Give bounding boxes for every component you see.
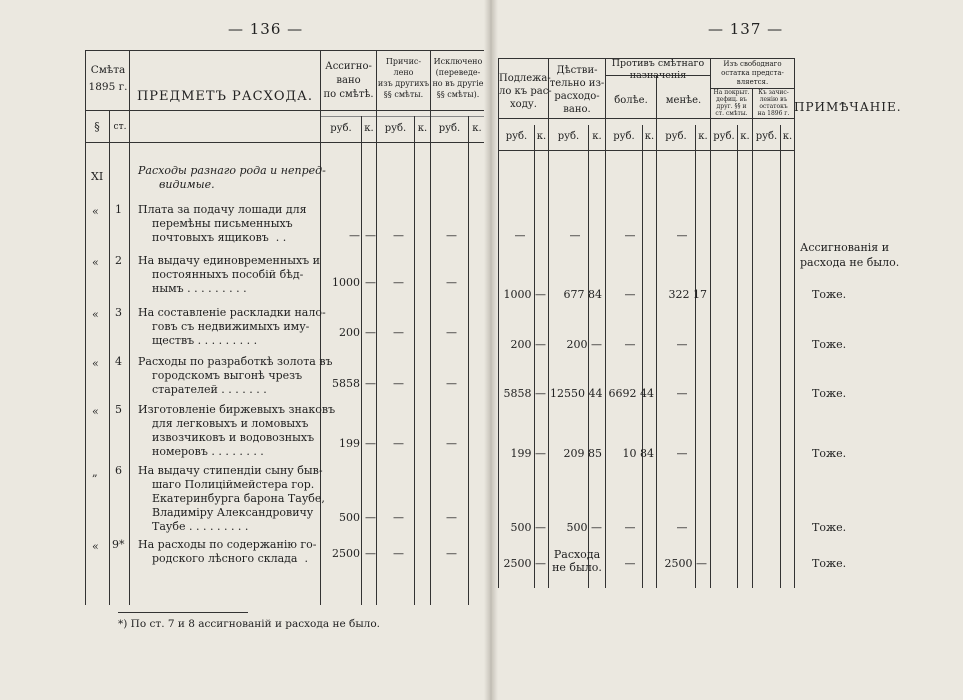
row-text: На расходы по содержанію го- родского лѣсного склада .	[138, 538, 317, 565]
more-value: —	[624, 338, 636, 351]
assigned-value: 200	[339, 326, 360, 339]
header-rub: руб.	[384, 123, 407, 134]
row-st: 4	[115, 355, 122, 368]
less-value: 322 17	[668, 288, 707, 301]
more-value: 6692 44	[608, 387, 654, 400]
row-mark: «	[92, 308, 99, 321]
note-text: Тоже.	[812, 521, 847, 534]
header-kop: к.	[644, 131, 655, 142]
header-kop: к.	[740, 131, 750, 142]
header-rub: руб.	[713, 131, 735, 142]
assigned-value: —	[349, 229, 360, 242]
row-text: На составленіе раскладки нало- говъ съ недвижимыхъ иму- ществъ . . . . . . . . .	[138, 306, 326, 347]
less-value: —	[676, 338, 688, 351]
less-value: —	[676, 387, 688, 400]
assigned-value: 2500	[332, 547, 360, 560]
note-text: Тоже.	[812, 338, 847, 351]
row-mark: «	[92, 357, 99, 370]
due-value: —	[514, 229, 526, 242]
assigned-value: 1000	[332, 276, 360, 289]
actual-value: Расхода не было.	[552, 548, 602, 574]
assigned-value: 500	[339, 511, 360, 524]
header-st: ст.	[113, 122, 127, 132]
header-rub: руб.	[613, 131, 635, 142]
more-value: —	[624, 557, 636, 570]
header-kop: к.	[417, 123, 428, 134]
header-free: Изъ свободнаго остатка предста- вляется.	[721, 60, 784, 86]
assigned-value: 199	[339, 437, 360, 450]
note-text: Ассигнованія и расхода не было.	[800, 241, 900, 269]
row-st: 6	[115, 464, 122, 477]
row-text: На выдачу стипендіи сыну быв- шаго Полиціймейстера гор. Екатеринбурга барона Таубе, Владиміру Александровичу Таубе . . . . . . . . .	[138, 464, 325, 533]
header-rub: руб.	[755, 131, 778, 142]
page-number-left: — 136 —	[228, 20, 304, 38]
footnote: *) По ст. 7 и 8 ассигнованій и расхода не было.	[118, 618, 381, 630]
header-actual: Дѣстви- тельно из- расходо- вано.	[549, 65, 605, 115]
due-value: 500 —	[510, 521, 546, 534]
header-rub: руб.	[665, 131, 687, 142]
header-subject: ПРЕДМЕТЪ РАСХОДА.	[136, 89, 314, 104]
row-st: 5	[115, 403, 122, 416]
row-st: 9*	[112, 538, 125, 551]
actual-value: 677 84	[563, 288, 602, 301]
header-kop: к.	[592, 131, 602, 142]
row-mark: «	[92, 256, 99, 269]
header-less: менѣе.	[665, 95, 702, 106]
header-more: болѣе.	[614, 95, 648, 106]
actual-value: 500 —	[566, 521, 602, 534]
less-value: —	[676, 521, 688, 534]
due-value: 5858 —	[503, 387, 546, 400]
less-value: —	[676, 447, 688, 460]
header-cover: На покрыт. дефиц. въ друг. §§ и ст. смѣты.	[713, 89, 750, 117]
note-text: Тоже.	[812, 288, 847, 301]
note-text: Тоже.	[812, 557, 847, 570]
more-value: —	[624, 229, 636, 242]
note-text: Тоже.	[812, 447, 847, 460]
header-smeta: Смѣта 1895 г.	[88, 64, 128, 93]
header-rub: руб.	[557, 131, 580, 142]
header-excluded: Исключено (переведе- но въ другіе §§ смѣты).	[432, 57, 484, 99]
header-rub: руб.	[330, 123, 352, 134]
more-value: —	[624, 288, 636, 301]
actual-value: 209 85	[563, 447, 602, 460]
less-value: 2500 —	[664, 557, 707, 570]
row-mark: «	[92, 405, 99, 418]
more-value: —	[624, 521, 636, 534]
row-text: На выдачу единовременныхъ и постоянныхъ пособій бѣд- нымъ . . . . . . . . .	[138, 254, 320, 295]
header-kop: к.	[698, 131, 708, 142]
due-value: 2500 —	[503, 557, 546, 570]
header-kop: к.	[536, 131, 547, 142]
book-gutter	[484, 0, 498, 700]
header-carry: Къ зачис- ленію въ остатокъ на 1896 г.	[757, 89, 790, 117]
row-st: 1	[115, 203, 122, 216]
actual-value: 12550 44	[550, 387, 603, 400]
row-mark: «	[92, 540, 99, 553]
row-text: Изготовленіе биржевыхъ знаковъ для легковыхъ и ломовыхъ извозчиковъ и водовозныхъ номеровъ . . . . . . . .	[138, 403, 336, 458]
left-page: — 136 — Смѣта 1895 г. § ст. ПРЕДМЕТЪ РАСХОДА. Ассигно- вано по смѣтѣ. Причис- лено изъ другихъ §§ смѣты. Исключено (переведе- но въ другіе §§ смѣты). руб. к. руб. к. руб. к. XI Расходы разнаго рода и непред- видимые. « 1 Плата за подачу лошади для перемѣны письменныхъ почтовыхъ ящиковъ . . « 2 На выдачу единовременныхъ и постоянныхъ пособій бѣд- нымъ . . . . . . . . . « 3 На составленіе раскладки нало- говъ съ недвижимыхъ иму- ществъ . . . . . . . . . « 4 Расходы по разработкѣ золота въ городскомъ выгонѣ чрезъ старателей . . . . . . . « 5 Изготовленіе биржевыхъ знаковъ для легковыхъ и ломовыхъ извозчиковъ и водовозныхъ номеровъ . . . . . . . . „ 6 На выдачу стипендіи сыну быв- шаго Полиціймейстера гор. Екатеринбурга барона Таубе, Владиміру Александровичу Таубе . . . . . . . . . « 9* На расходы по содержанію го- родского лѣсного склада . — 1000 200 5858 199 500 2500 — — — — — — — — — — — — — — — — — — — — — *) По ст. 7 и 8 ассигнованій и расхода не было.	[0, 0, 490, 700]
actual-value: 200 —	[566, 338, 602, 351]
header-rub: руб.	[505, 131, 528, 142]
section-title: Расходы разнаго рода и непред- видимые.	[138, 164, 326, 191]
row-st: 2	[115, 254, 122, 267]
header-paragraph: §	[94, 120, 100, 133]
assigned-value: 5858	[332, 377, 360, 390]
header-rub: руб.	[438, 123, 461, 134]
header-assigned: Ассигно- вано по смѣтѣ.	[323, 61, 374, 100]
header-kop: к.	[472, 123, 482, 134]
header-kop: к.	[782, 131, 793, 142]
row-text: Плата за подачу лошади для перемѣны письменныхъ почтовыхъ ящиковъ . .	[138, 203, 307, 244]
row-st: 3	[115, 306, 122, 319]
right-page	[490, 0, 963, 700]
header-kop: к.	[364, 123, 374, 134]
section-code: XI	[91, 170, 104, 183]
header-against: Противъ смѣтнаго назначенія	[611, 58, 705, 81]
header-notes: ПРИМѢЧАНІЕ.	[794, 100, 902, 114]
page-number-right: — 137 —	[708, 20, 784, 38]
due-value: 200 —	[510, 338, 546, 351]
due-value: 1000 —	[503, 288, 546, 301]
less-value: —	[676, 229, 688, 242]
row-mark: „	[92, 466, 98, 479]
due-value: 199 —	[510, 447, 546, 460]
more-value: 10 84	[622, 447, 654, 460]
actual-value: —	[569, 229, 581, 242]
row-mark: «	[92, 205, 99, 218]
header-added: Причис- лено изъ другихъ §§ смѣты.	[377, 57, 430, 99]
note-text: Тоже.	[812, 387, 847, 400]
header-due: Подлежа- ло къ рас- ходу.	[499, 73, 552, 110]
row-text: Расходы по разработкѣ золота въ городскомъ выгонѣ чрезъ старателей . . . . . . .	[138, 355, 333, 396]
